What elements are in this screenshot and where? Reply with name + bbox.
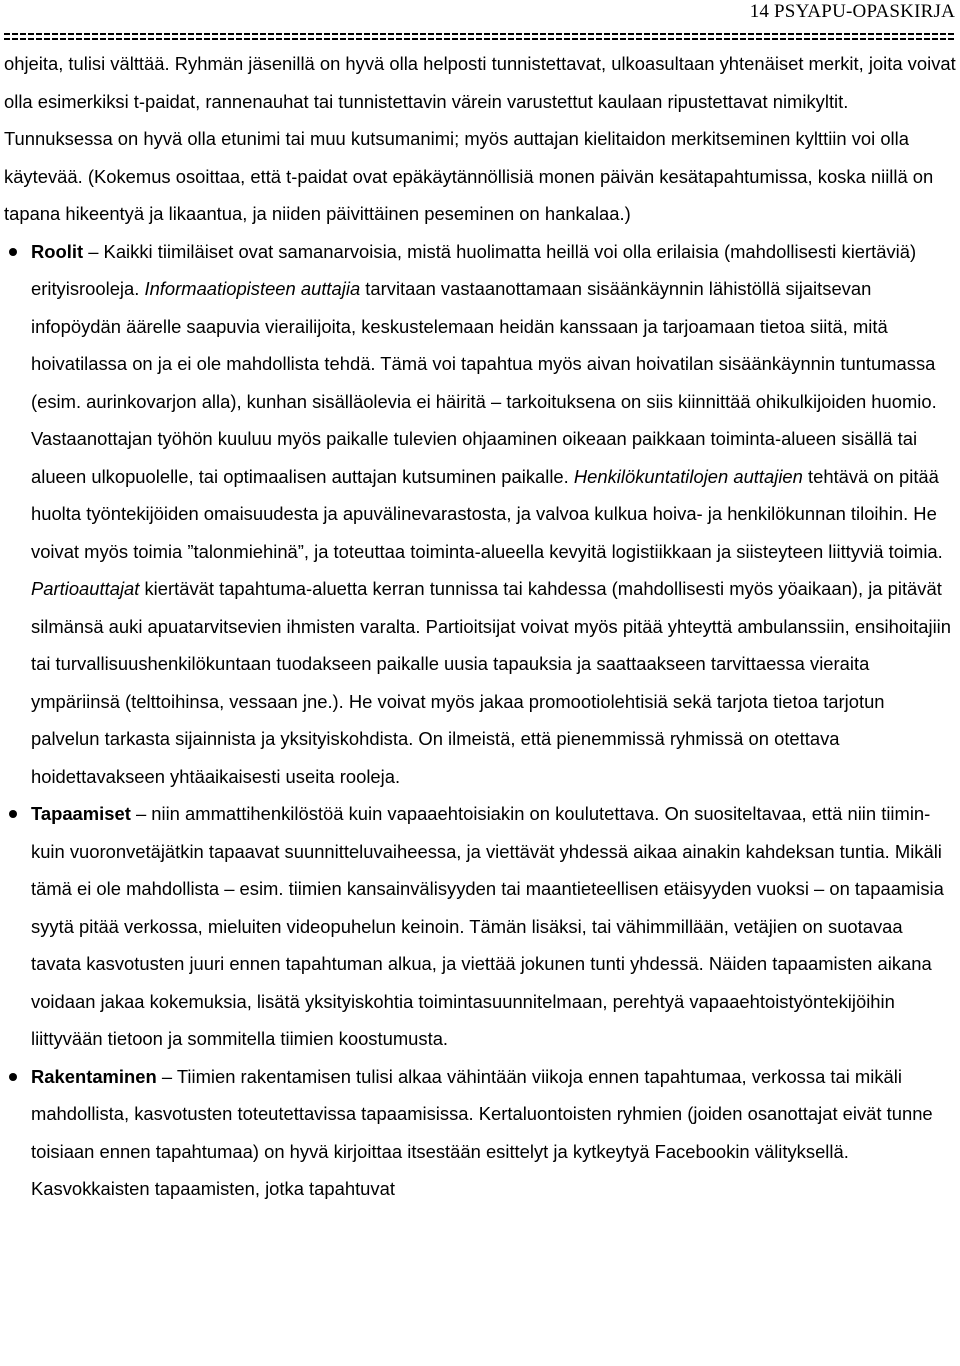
- bullet-icon: [9, 1073, 17, 1081]
- intro-paragraph: ohjeita, tulisi välttää. Ryhmän jäsenillä on hyvä olla helposti tunnistettavat, ulkoasultaan yhtenäiset merkit, joita voivat olla esimerkiksi t-paidat, rannenauhat tai tunnistettavin värein varustettut kaulaan ripustettavat nimikyltit. Tunnuksessa on hyvä olla etunimi tai muu kutsumanimi; myös auttajan kielitaidon merkitseminen kylttiin voi olla käytevää. (Kokemus osoittaa, että t-paidat ovat epäkäytännöllisiä monen päivän kesätapahtumissa, koska niillä on tapana hikeentyä ja likaantua, ja niiden päivittäinen peseminen on hankalaa.): [4, 53, 956, 224]
- bullet-tapaamiset-text: niin ammattihenkilöstöä kuin vapaaehtoisiakin on koulutettava. On suositeltavaa, että niin tiimin- kuin vuoronvetäjätkin tapaavat suunnitteluvaiheessa, ja viettävät yhdessä aikaa ainakin kahdeksan tuntia. Mikäli tämä ei ole mahdollista – esim. tiimien kansainvälisyyden tai maantieteellisen etäisyyden vuoksi – on tapaamisia syytä pitää verkossa, mieluiten videopuhelun keinoin. Tämän lisäksi, tai vähimmillään, vetäjien on suotavaa tavata kasvotusten juuri ennen tapahtuman alkua, ja viettää jokunen tunti yhdessä. Näiden tapaamisten aikana voidaan jakaa kokemuksia, lisätä yksityiskohtia toimintasuunnitelmaan, perehtyä vapaaehtoistyöntekijöihin liittyvään tietoon ja sommitella tiimien koostumusta.: [31, 803, 944, 1049]
- bullet-roolit-title: Roolit: [31, 240, 84, 262]
- bullet-roolit-em-3: Partioauttajat: [31, 578, 140, 599]
- bullet-tapaamiset: [4, 795, 956, 1058]
- bullet-roolit-text-4: kiertävät tapahtuma-aluetta kerran tunnissa tai kahdessa (mahdollisesti myös yöaikaan), ja pitävät silmänsä auki apuatarvitsevien ihmisten varalta. Partioitsijat voivat myös pitää yhteyttä ambulanssiin, ensihoitajiin tai turvallisuushenkilökuntaan tuodakseen paikalle uusia tapauksia ja saattaakseen tarvittaessa vieraita ympäriinsä (telttoihinsa, vessaan jne.). He voivat myös jakaa promootiolehtisiä sekä tarjota tietoa tarjotun palvelun tarkasta sijainnista ja yksityiskohdista. On ilmeistä, että pienemmissä ryhmissä on otettava hoidettavakseen yhtäaikaisesti useita rooleja.: [31, 578, 951, 787]
- bullet-roolit-em-1: Informaatiopisteen auttajia: [144, 278, 361, 299]
- bullet-icon: [9, 810, 17, 818]
- bullet-roolit-dash: –: [83, 240, 104, 262]
- bullet-roolit: [4, 233, 956, 796]
- bullet-tapaamiset-dash: –: [130, 803, 152, 824]
- bullet-tapaamiset-title: Tapaamiset: [31, 803, 131, 824]
- header-divider: [4, 33, 956, 40]
- document-body: [4, 45, 956, 1208]
- bullet-rakentaminen: [4, 1058, 956, 1208]
- bullet-roolit-em-2: Henkilökuntatilojen auttajien: [573, 465, 803, 487]
- bullet-rakentaminen-dash: –: [156, 1065, 177, 1087]
- bullet-roolit-text-3: tehtävä on pitää huolta työntekijöiden omaisuudesta ja apuvälinevarastosta, ja valvoa kulkua hoiva- ja henkilökunnan tiloihin. He voivat myös toimia ”talonmiehinä”, ja toteuttaa toiminta-alueella kevyitä logistiikkaan ja siisteyteen liittyviä toimia.: [31, 465, 943, 562]
- bullet-roolit-text-2: tarvitaan vastaanottamaan sisäänkäynnin lähistöllä sijaitsevan infopöydän äärelle saapuvia vierailijoita, keskustelemaan heidän kanssaan ja tarjoamaan tietoa siitä, mitä hoivatilassa on ja ei ole mahdollista tehdä. Tämä voi tapahtua myös aivan hoivatilan sisäänkäynnin tuntumassa (esim. aurinkovarjon alla), kunhan sisälläolevia ei häiritä – tarkoituksena on siis kiinnittää ohikulkijoiden huomio. Vastaanottajan työhön kuuluu myös paikalle tulevien ohjaaminen oikeaan paikkaan toiminta-alueen sisällä tai alueen ulkopuolelle, tai optimaalisen auttajan kutsuminen paikalle.: [31, 278, 937, 487]
- page-header: 14 PSYAPU-OPASKIRJA: [749, 1, 955, 22]
- bullet-roolit-text-1: Kaikki tiimiläiset ovat samanarvoisia, mistä huolimatta heillä voi olla erilaisia (mahdollisesti kiertäviä) erityisrooleja.: [31, 240, 917, 299]
- bullet-icon: [9, 248, 17, 256]
- bullet-rakentaminen-title: Rakentaminen: [31, 1065, 157, 1087]
- bullet-rakentaminen-text: Tiimien rakentamisen tulisi alkaa vähintään viikoja ennen tapahtumaa, verkossa tai mikäli mahdollista, kasvotusten toteutettavissa tapaamisissa. Kertaluontoisten ryhmien (joiden osanottajat eivät tunne toisiaan ennen tapahtumaa) on hyvä kirjoittaa itsestään esittelyt ja kytkeytyä Facebookin välityksellä. Kasvokkaisten tapaamisten, jotka tapahtuvat: [31, 1065, 933, 1199]
